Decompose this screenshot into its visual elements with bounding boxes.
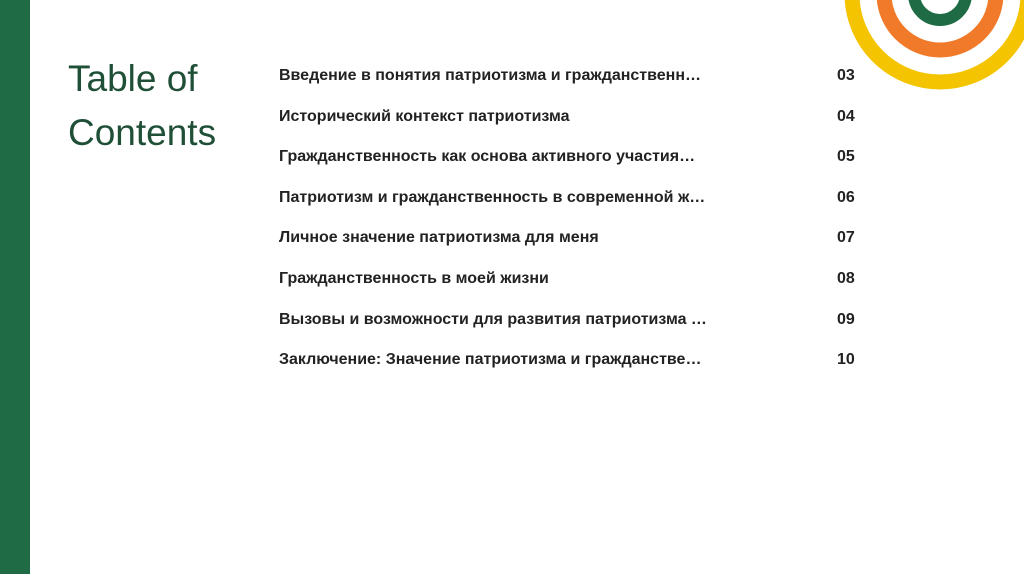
toc-label: Введение в понятия патриотизма и гражданственн…	[279, 67, 701, 84]
title-line-2: Contents	[68, 112, 217, 153]
toc-page-number: 07	[837, 229, 855, 247]
table-of-contents	[279, 57, 869, 382]
toc-page-number: 05	[837, 148, 855, 166]
toc-label: Гражданственность в моей жизни	[279, 269, 549, 287]
toc-label: Личное значение патриотизма для меня	[279, 229, 599, 247]
toc-row[interactable]	[279, 179, 869, 220]
toc-row[interactable]	[279, 260, 869, 301]
toc-page-number: 06	[837, 188, 855, 206]
ring-inner	[914, 0, 966, 20]
title-line-1: Table of	[68, 58, 198, 99]
toc-page-number: 10	[837, 351, 855, 369]
toc-label: Гражданственность как основа активного участия…	[279, 148, 696, 166]
toc-page-number: 09	[837, 310, 855, 328]
toc-row[interactable]	[279, 219, 869, 260]
toc-row[interactable]	[279, 341, 869, 382]
toc-row[interactable]	[279, 98, 869, 139]
page-title	[68, 52, 258, 160]
toc-row[interactable]	[279, 57, 869, 98]
toc-page-number: 03	[837, 67, 855, 84]
toc-label: Патриотизм и гражданственность в современной ж…	[279, 188, 706, 206]
toc-row[interactable]	[279, 138, 869, 179]
toc-label: Заключение: Значение патриотизма и гражданстве…	[279, 351, 702, 369]
concentric-rings-decoration	[840, 0, 1024, 100]
toc-row[interactable]	[279, 301, 869, 342]
toc-label: Вызовы и возможности для развития патриотизма …	[279, 310, 707, 328]
green-side-bar	[0, 0, 30, 574]
toc-page-number: 04	[837, 107, 855, 125]
toc-label: Исторический контекст патриотизма	[279, 107, 570, 125]
toc-page-number: 08	[837, 269, 855, 287]
